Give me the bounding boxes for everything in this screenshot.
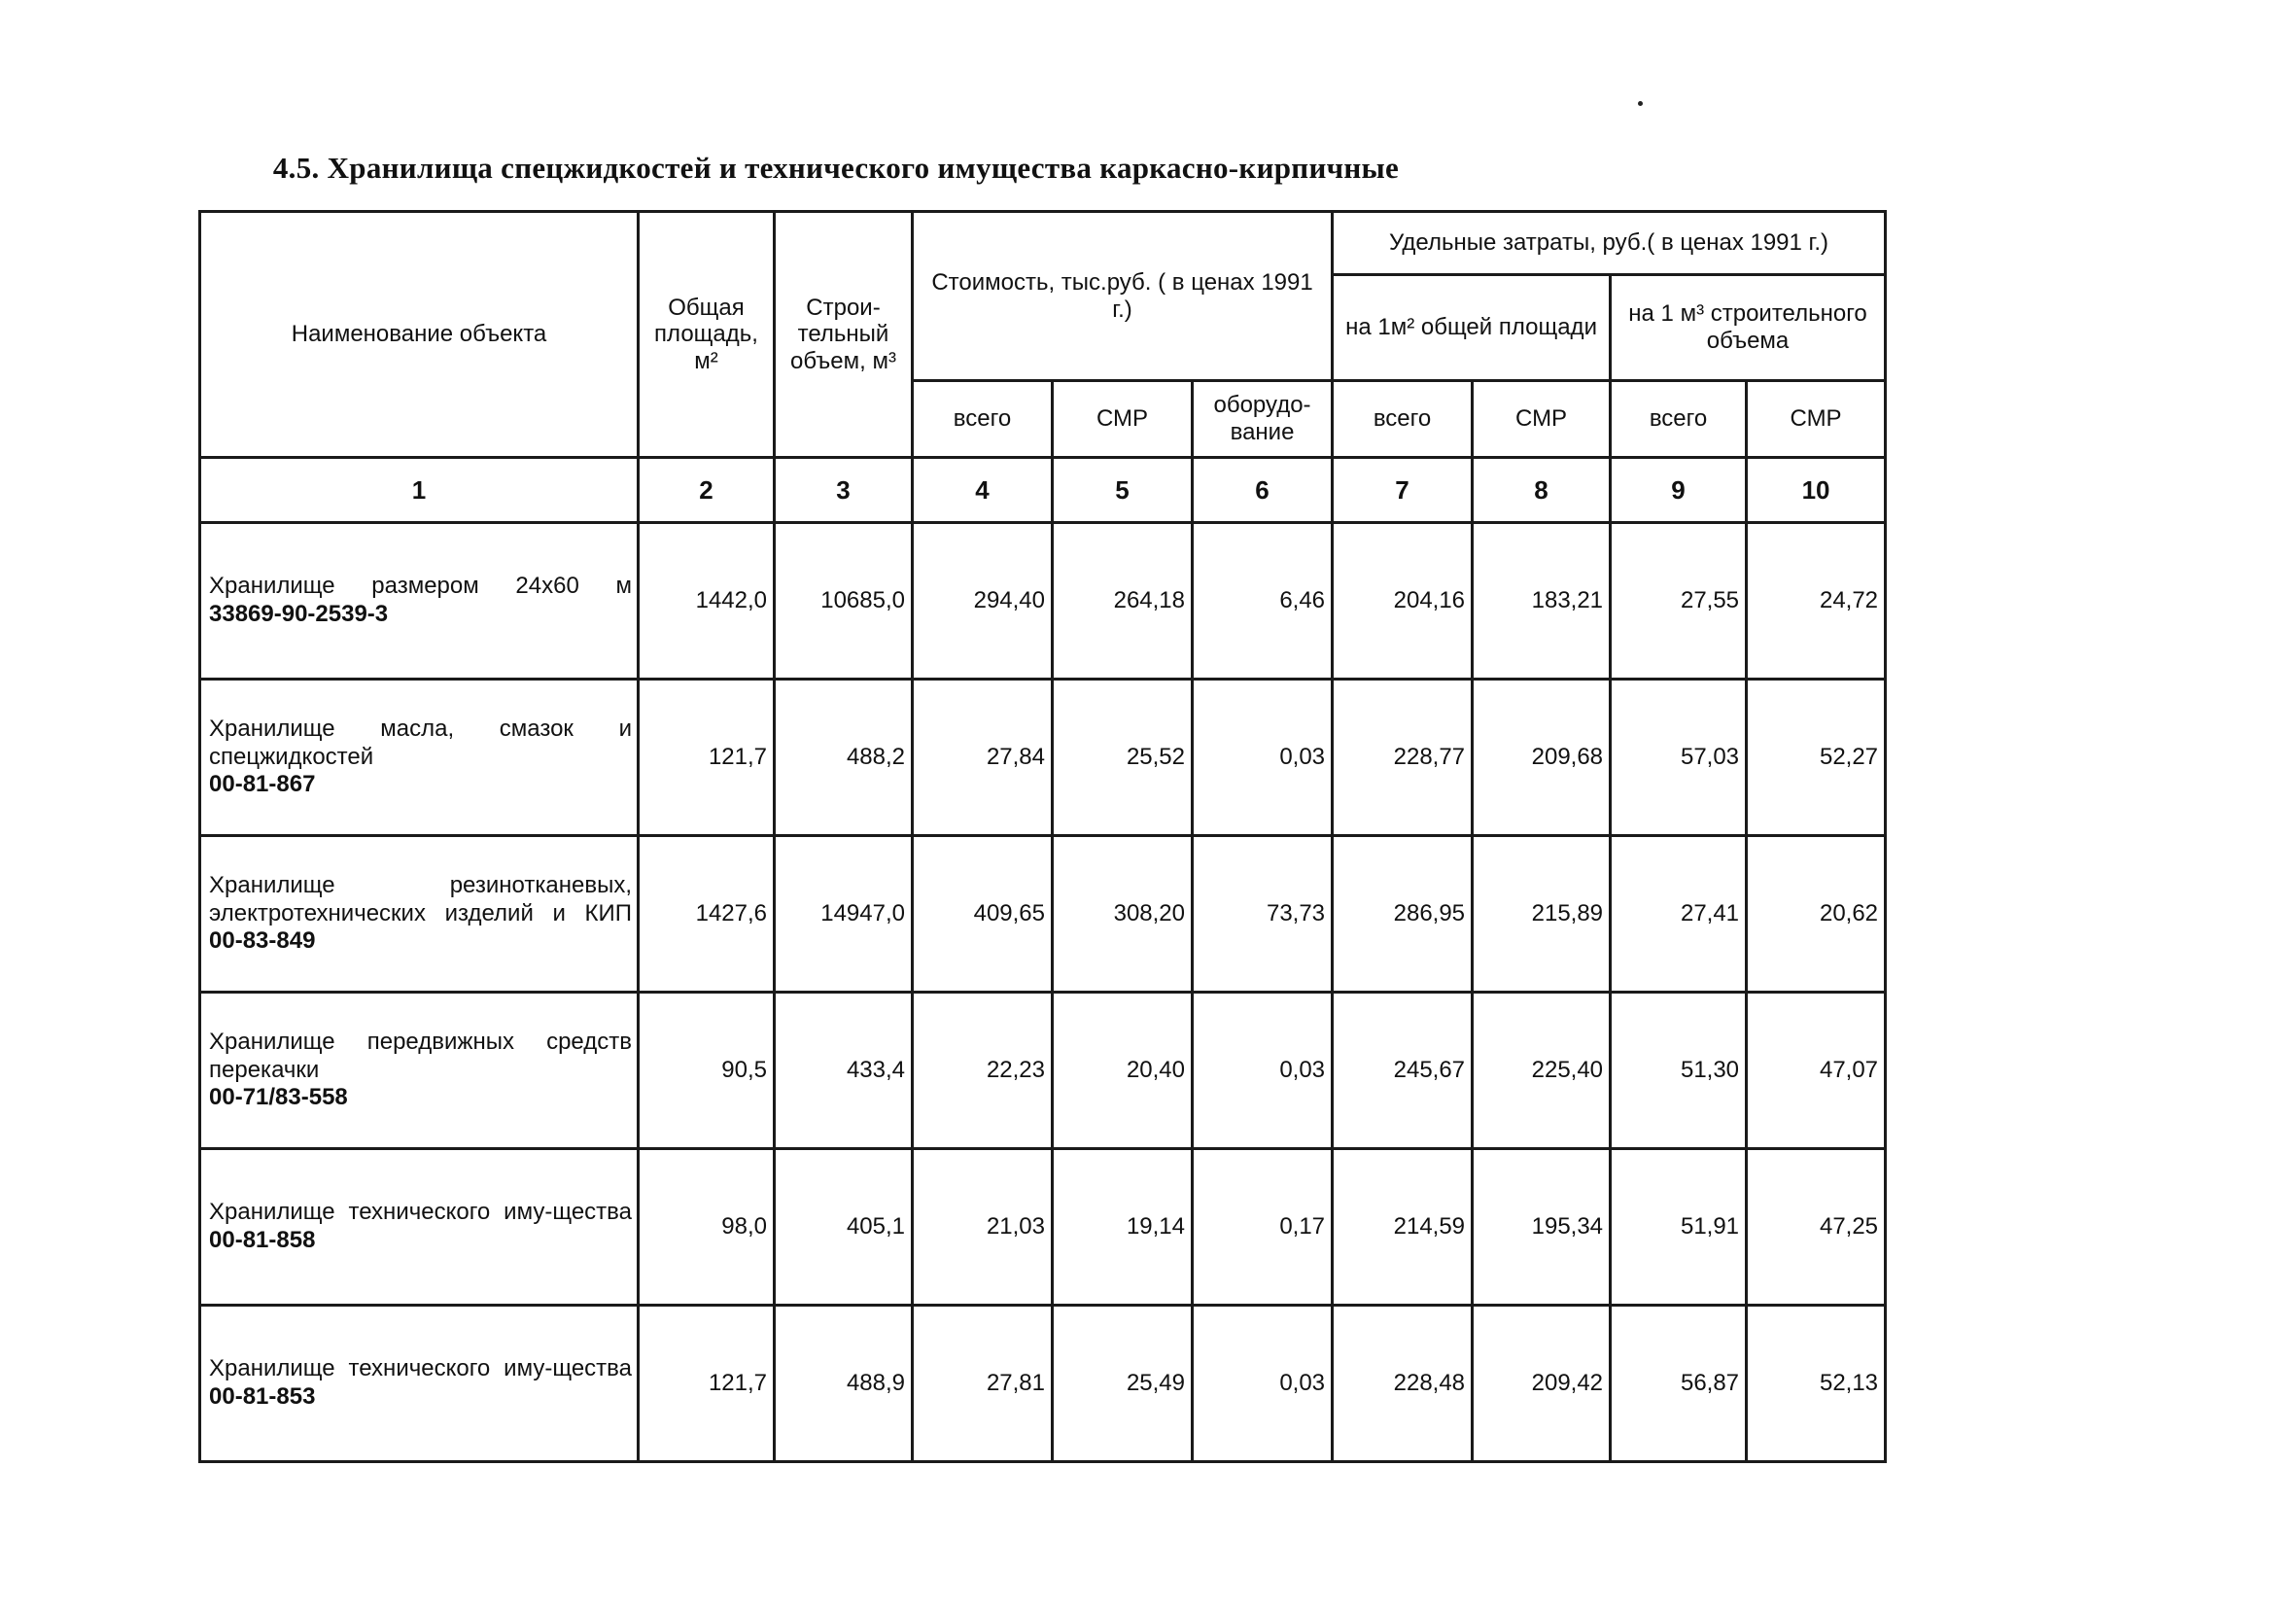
header-cost-total: всего [913, 381, 1053, 458]
column-number-row [200, 458, 1886, 523]
object-name-cell [200, 523, 639, 680]
cost-equipment-cell: 6,46 [1193, 523, 1333, 680]
per-m2-smr-cell: 183,21 [1473, 523, 1611, 680]
column-number: 2 [639, 458, 775, 523]
header-cost-smr: СМР [1053, 381, 1193, 458]
per-m3-total-cell: 27,55 [1611, 523, 1747, 680]
cost-total-cell: 27,84 [913, 680, 1053, 836]
object-code: 00-81-858 [209, 1227, 316, 1253]
header-m3-total: всего [1611, 381, 1747, 458]
cost-smr-cell: 19,14 [1053, 1149, 1193, 1306]
column-number: 3 [775, 458, 913, 523]
cost-table [198, 210, 1887, 1463]
table-row [200, 1149, 1886, 1306]
cost-total-cell: 294,40 [913, 523, 1053, 680]
per-m3-total-cell: 56,87 [1611, 1306, 1747, 1462]
per-m3-smr-cell: 47,25 [1747, 1149, 1886, 1306]
cost-smr-cell: 25,49 [1053, 1306, 1193, 1462]
header-m2-smr: СМР [1473, 381, 1611, 458]
column-number: 8 [1473, 458, 1611, 523]
object-code: 00-81-853 [209, 1383, 316, 1410]
cost-total-cell: 409,65 [913, 836, 1053, 993]
header-name: Наименование объекта [200, 212, 639, 458]
cost-total-cell: 22,23 [913, 993, 1053, 1149]
header-cost-equipment: оборудо-вание [1193, 381, 1333, 458]
column-number: 1 [200, 458, 639, 523]
cost-smr-cell: 20,40 [1053, 993, 1193, 1149]
per-m3-total-cell: 51,30 [1611, 993, 1747, 1149]
per-m2-total-cell: 228,77 [1333, 680, 1473, 836]
per-m2-smr-cell: 195,34 [1473, 1149, 1611, 1306]
object-name-cell [200, 680, 639, 836]
header-area: Общая площадь, м² [639, 212, 775, 458]
cost-smr-cell: 25,52 [1053, 680, 1193, 836]
cost-total-cell: 27,81 [913, 1306, 1053, 1462]
header-volume: Строи-тельный объем, м³ [775, 212, 913, 458]
object-name-cell [200, 1149, 639, 1306]
cost-smr-cell: 264,18 [1053, 523, 1193, 680]
per-m2-smr-cell: 215,89 [1473, 836, 1611, 993]
cost-total-cell: 21,03 [913, 1149, 1053, 1306]
per-m2-smr-cell: 209,42 [1473, 1306, 1611, 1462]
scan-speck [1638, 101, 1643, 106]
header-per-m2: на 1м² общей площади [1333, 275, 1611, 381]
table-row [200, 1306, 1886, 1462]
per-m3-total-cell: 27,41 [1611, 836, 1747, 993]
area-cell: 121,7 [639, 1306, 775, 1462]
per-m2-total-cell: 286,95 [1333, 836, 1473, 993]
cost-smr-cell: 308,20 [1053, 836, 1193, 993]
object-name: Хранилище технического иму-щества [209, 1355, 632, 1382]
volume-cell: 14947,0 [775, 836, 913, 993]
table-row [200, 523, 1886, 680]
column-number: 10 [1747, 458, 1886, 523]
header-m3-smr: СМР [1747, 381, 1886, 458]
area-cell: 121,7 [639, 680, 775, 836]
area-cell: 1427,6 [639, 836, 775, 993]
per-m2-total-cell: 214,59 [1333, 1149, 1473, 1306]
per-m2-total-cell: 245,67 [1333, 993, 1473, 1149]
per-m2-total-cell: 228,48 [1333, 1306, 1473, 1462]
object-name: Хранилище технического иму-щества [209, 1199, 632, 1226]
column-number: 6 [1193, 458, 1333, 523]
column-number: 5 [1053, 458, 1193, 523]
header-cost-group: Стоимость, тыс.руб. ( в ценах 1991 г.) [913, 212, 1333, 381]
volume-cell: 10685,0 [775, 523, 913, 680]
table-body [200, 523, 1886, 1462]
object-name-cell [200, 993, 639, 1149]
column-number: 4 [913, 458, 1053, 523]
per-m3-smr-cell: 20,62 [1747, 836, 1886, 993]
object-name: Хранилище масла, смазок и спецжидкостей [209, 715, 632, 770]
area-cell: 90,5 [639, 993, 775, 1149]
table-title: 4.5. Хранилища спецжидкостей и технического имущества каркасно-кирпичные [272, 151, 1400, 185]
object-name: Хранилище размером 24x60 м [209, 573, 632, 600]
per-m2-total-cell: 204,16 [1333, 523, 1473, 680]
per-m2-smr-cell: 209,68 [1473, 680, 1611, 836]
object-code: 00-71/83-558 [209, 1084, 348, 1111]
object-name: Хранилище передвижных средств перекачки [209, 1028, 632, 1083]
area-cell: 1442,0 [639, 523, 775, 680]
column-number: 7 [1333, 458, 1473, 523]
per-m3-smr-cell: 52,13 [1747, 1306, 1886, 1462]
cost-equipment-cell: 0,03 [1193, 993, 1333, 1149]
volume-cell: 433,4 [775, 993, 913, 1149]
cost-equipment-cell: 0,03 [1193, 1306, 1333, 1462]
object-name: Хранилище резинотканевых, электротехнических изделий и КИП [209, 871, 632, 926]
volume-cell: 405,1 [775, 1149, 913, 1306]
table-row [200, 680, 1886, 836]
cost-equipment-cell: 0,03 [1193, 680, 1333, 836]
object-code: 00-83-849 [209, 927, 316, 955]
object-name-cell [200, 836, 639, 993]
cost-equipment-cell: 73,73 [1193, 836, 1333, 993]
per-m3-total-cell: 51,91 [1611, 1149, 1747, 1306]
object-code: 00-81-867 [209, 771, 316, 798]
column-number: 9 [1611, 458, 1747, 523]
table-row [200, 836, 1886, 993]
per-m3-total-cell: 57,03 [1611, 680, 1747, 836]
per-m3-smr-cell: 52,27 [1747, 680, 1886, 836]
table-row [200, 993, 1886, 1149]
area-cell: 98,0 [639, 1149, 775, 1306]
per-m3-smr-cell: 24,72 [1747, 523, 1886, 680]
table-header [200, 212, 1886, 458]
object-code: 33869-90-2539-3 [209, 601, 389, 627]
header-m2-total: всего [1333, 381, 1473, 458]
per-m2-smr-cell: 225,40 [1473, 993, 1611, 1149]
object-name-cell [200, 1306, 639, 1462]
per-m3-smr-cell: 47,07 [1747, 993, 1886, 1149]
header-unit-group: Удельные затраты, руб.( в ценах 1991 г.) [1333, 212, 1886, 275]
cost-equipment-cell: 0,17 [1193, 1149, 1333, 1306]
volume-cell: 488,9 [775, 1306, 913, 1462]
volume-cell: 488,2 [775, 680, 913, 836]
header-per-m3: на 1 м³ строительного объема [1611, 275, 1886, 381]
